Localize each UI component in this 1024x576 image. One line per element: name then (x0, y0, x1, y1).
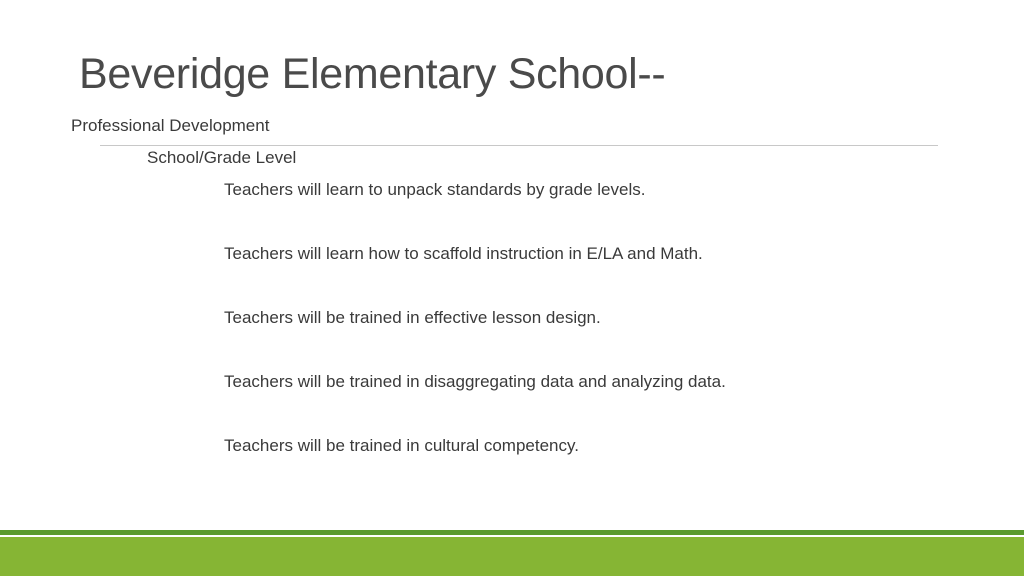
sub-heading: School/Grade Level (147, 148, 297, 167)
goal-item: Teachers will be trained in effective lesson design. (224, 308, 601, 327)
footer-band (0, 530, 1024, 576)
goal-item: Teachers will learn to unpack standards by grade levels. (224, 180, 646, 199)
footer-accent-fill (0, 537, 1024, 576)
goal-item: Teachers will be trained in disaggregating data and analyzing data. (224, 372, 726, 391)
goal-item: Teachers will be trained in cultural competency. (224, 436, 579, 455)
slide-title: Beveridge Elementary School-- (79, 50, 666, 98)
divider (100, 145, 938, 146)
section-label: Professional Development (71, 116, 270, 135)
goals-list (224, 180, 726, 500)
footer-accent-line (0, 530, 1024, 535)
goal-item: Teachers will learn how to scaffold instruction in E/LA and Math. (224, 244, 703, 263)
